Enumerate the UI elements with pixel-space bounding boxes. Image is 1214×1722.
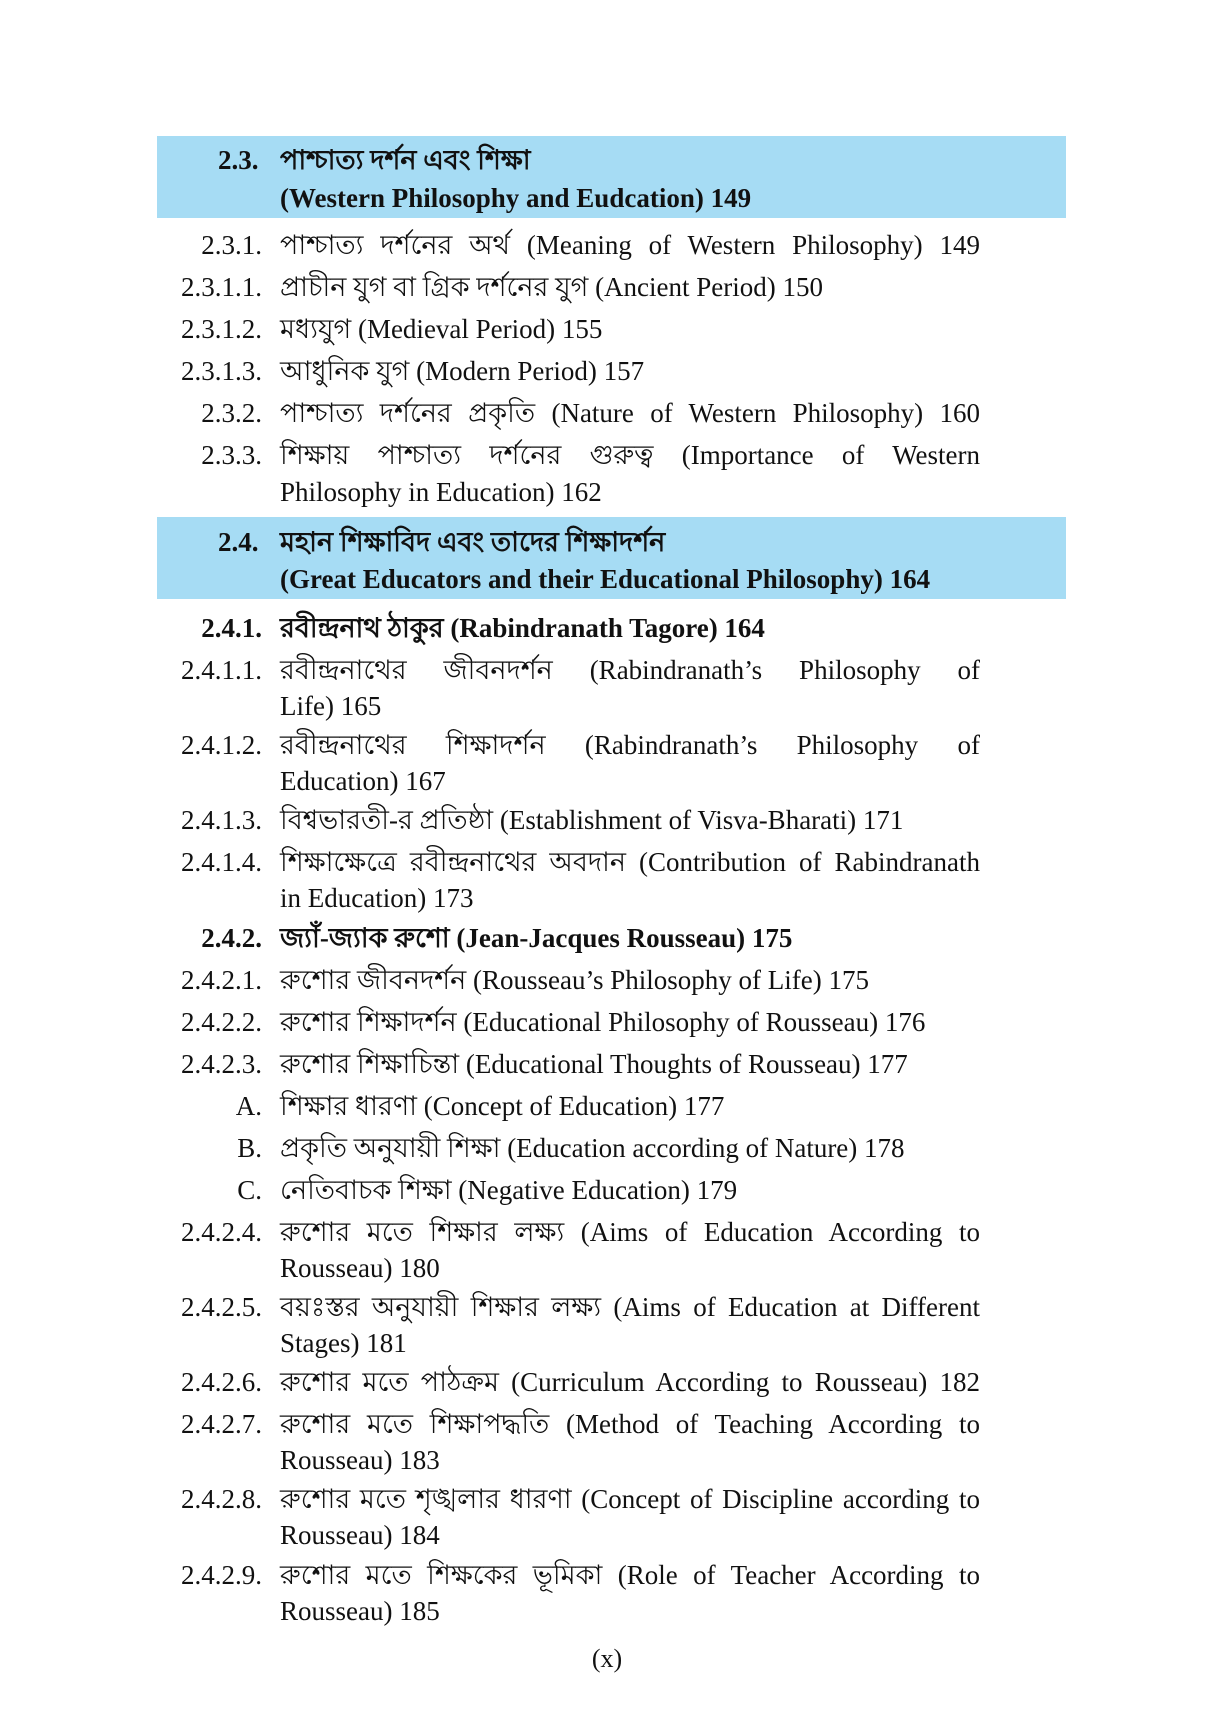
section-number: 2.4. — [218, 527, 259, 557]
entry-text: আধুনিক যুগ (Modern Period) 157 — [280, 356, 645, 386]
section-title-en: (Great Educators and their Educational Philosophy) 164 — [280, 564, 931, 594]
entry-number: 2.4.2.9. — [181, 1560, 262, 1590]
entry-number: 2.4.1. — [201, 613, 262, 643]
page-number: (x) — [591, 1644, 623, 1673]
entry-number: 2.4.1.4. — [181, 847, 262, 877]
entry-text: শিক্ষায় পাশ্চাত্য দর্শনের গুরুত্ব (Importance of Western — [280, 440, 980, 470]
entry-text: রুশোর শিক্ষাচিন্তা (Educational Thoughts of Rousseau) 177 — [280, 1049, 908, 1079]
entry-number: 2.4.2.8. — [181, 1484, 262, 1514]
entry-text: নেতিবাচক শিক্ষা (Negative Education) 179 — [280, 1175, 738, 1205]
entry-text-line2: Rousseau) 185 — [280, 1596, 440, 1626]
entry-number: 2.3.3. — [201, 440, 262, 470]
entry-number: 2.3.2. — [201, 398, 262, 428]
entry-text-line2: Rousseau) 183 — [280, 1445, 440, 1475]
entry-text: রবীন্দ্রনাথের জীবনদর্শন (Rabindranath’s Philosophy of — [280, 655, 980, 685]
entry-text: রবীন্দ্রনাথের শিক্ষাদর্শন (Rabindranath’s Philosophy of — [280, 730, 980, 760]
section-number: 2.3. — [218, 145, 259, 175]
entry-number: C. — [237, 1175, 262, 1205]
entry-text-line2: Life) 165 — [280, 691, 382, 721]
entry-text: প্রকৃতি অনুযায়ী শিক্ষা (Education according of Nature) 178 — [280, 1133, 905, 1163]
entry-number: 2.4.1.1. — [181, 655, 262, 685]
entry-number: 2.4.2.6. — [181, 1367, 262, 1397]
entry-text: রুশোর মতে শিক্ষাপদ্ধতি (Method of Teaching According to — [280, 1409, 980, 1439]
entry-text: রুশোর শিক্ষাদর্শন (Educational Philosophy of Rousseau) 176 — [280, 1007, 926, 1037]
entry-number: B. — [237, 1133, 262, 1163]
entry-text: রবীন্দ্রনাথ ঠাকুর (Rabindranath Tagore) 164 — [280, 613, 765, 643]
entry-text: মধ্যযুগ (Medieval Period) 155 — [280, 314, 603, 344]
entry-text-line2: Education) 167 — [280, 766, 446, 796]
entry-text: রুশোর মতে শিক্ষকের ভূমিকা (Role of Teacher According to — [280, 1560, 980, 1590]
entry-number: 2.4.1.2. — [181, 730, 262, 760]
entry-number: 2.3.1.3. — [181, 356, 262, 386]
entry-number: 2.4.2.4. — [181, 1217, 262, 1247]
entry-text: রুশোর মতে পাঠক্রম (Curriculum According to Rousseau) 182 — [280, 1367, 980, 1397]
section-title-en: (Western Philosophy and Eudcation) 149 — [280, 183, 752, 213]
entry-text: পাশ্চাত্য দর্শনের প্রকৃতি (Nature of Western Philosophy) 160 — [280, 398, 980, 428]
entry-number: 2.3.1.2. — [181, 314, 262, 344]
entry-text-line2: in Education) 173 — [280, 883, 474, 913]
entry-number: 2.4.2.5. — [181, 1292, 262, 1322]
entry-text: জ্যাঁ-জ্যাক রুশো (Jean-Jacques Rousseau) 175 — [280, 923, 793, 953]
entry-number: 2.4.2.1. — [181, 965, 262, 995]
entry-text-line2: Stages) 181 — [280, 1328, 407, 1358]
entry-number: 2.4.2.7. — [181, 1409, 262, 1439]
entry-text: প্রাচীন যুগ বা গ্রিক দর্শনের যুগ (Ancient Period) 150 — [280, 272, 824, 302]
entry-number: A. — [235, 1091, 262, 1121]
entry-text: পাশ্চাত্য দর্শনের অর্থ (Meaning of Western Philosophy) 149 — [280, 230, 980, 260]
entry-number: 2.3.1. — [201, 230, 262, 260]
entry-text-line2: Rousseau) 184 — [280, 1520, 440, 1550]
entry-text: বিশ্বভারতী-র প্রতিষ্ঠা (Establishment of Visva-Bharati) 171 — [280, 805, 904, 835]
entry-number: 2.3.1.1. — [181, 272, 262, 302]
entry-number: 2.4.2.3. — [181, 1049, 262, 1079]
entry-text: শিক্ষাক্ষেত্রে রবীন্দ্রনাথের অবদান (Contribution of Rabindranath — [280, 847, 980, 877]
entry-text-line2: Philosophy in Education) 162 — [280, 477, 602, 507]
entry-text: রুশোর মতে শিক্ষার লক্ষ্য (Aims of Education According to — [280, 1217, 980, 1247]
entry-text-line2: Rousseau) 180 — [280, 1253, 440, 1283]
entry-text: রুশোর জীবনদর্শন (Rousseau’s Philosophy of Life) 175 — [280, 965, 869, 995]
section-title-bn: পাশ্চাত্য দর্শন এবং শিক্ষা — [280, 145, 531, 175]
section-title-bn: মহান শিক্ষাবিদ এবং তাদের শিক্ষাদর্শন — [280, 527, 666, 557]
entry-number: 2.4.2. — [201, 923, 262, 953]
entry-text: রুশোর মতে শৃঙ্খলার ধারণা (Concept of Discipline according to — [280, 1484, 980, 1514]
entry-text: বয়ঃস্তর অনুযায়ী শিক্ষার লক্ষ্য (Aims of Education at Different — [280, 1292, 980, 1322]
entry-number: 2.4.1.3. — [181, 805, 262, 835]
entry-number: 2.4.2.2. — [181, 1007, 262, 1037]
entry-text: শিক্ষার ধারণা (Concept of Education) 177 — [280, 1091, 725, 1121]
